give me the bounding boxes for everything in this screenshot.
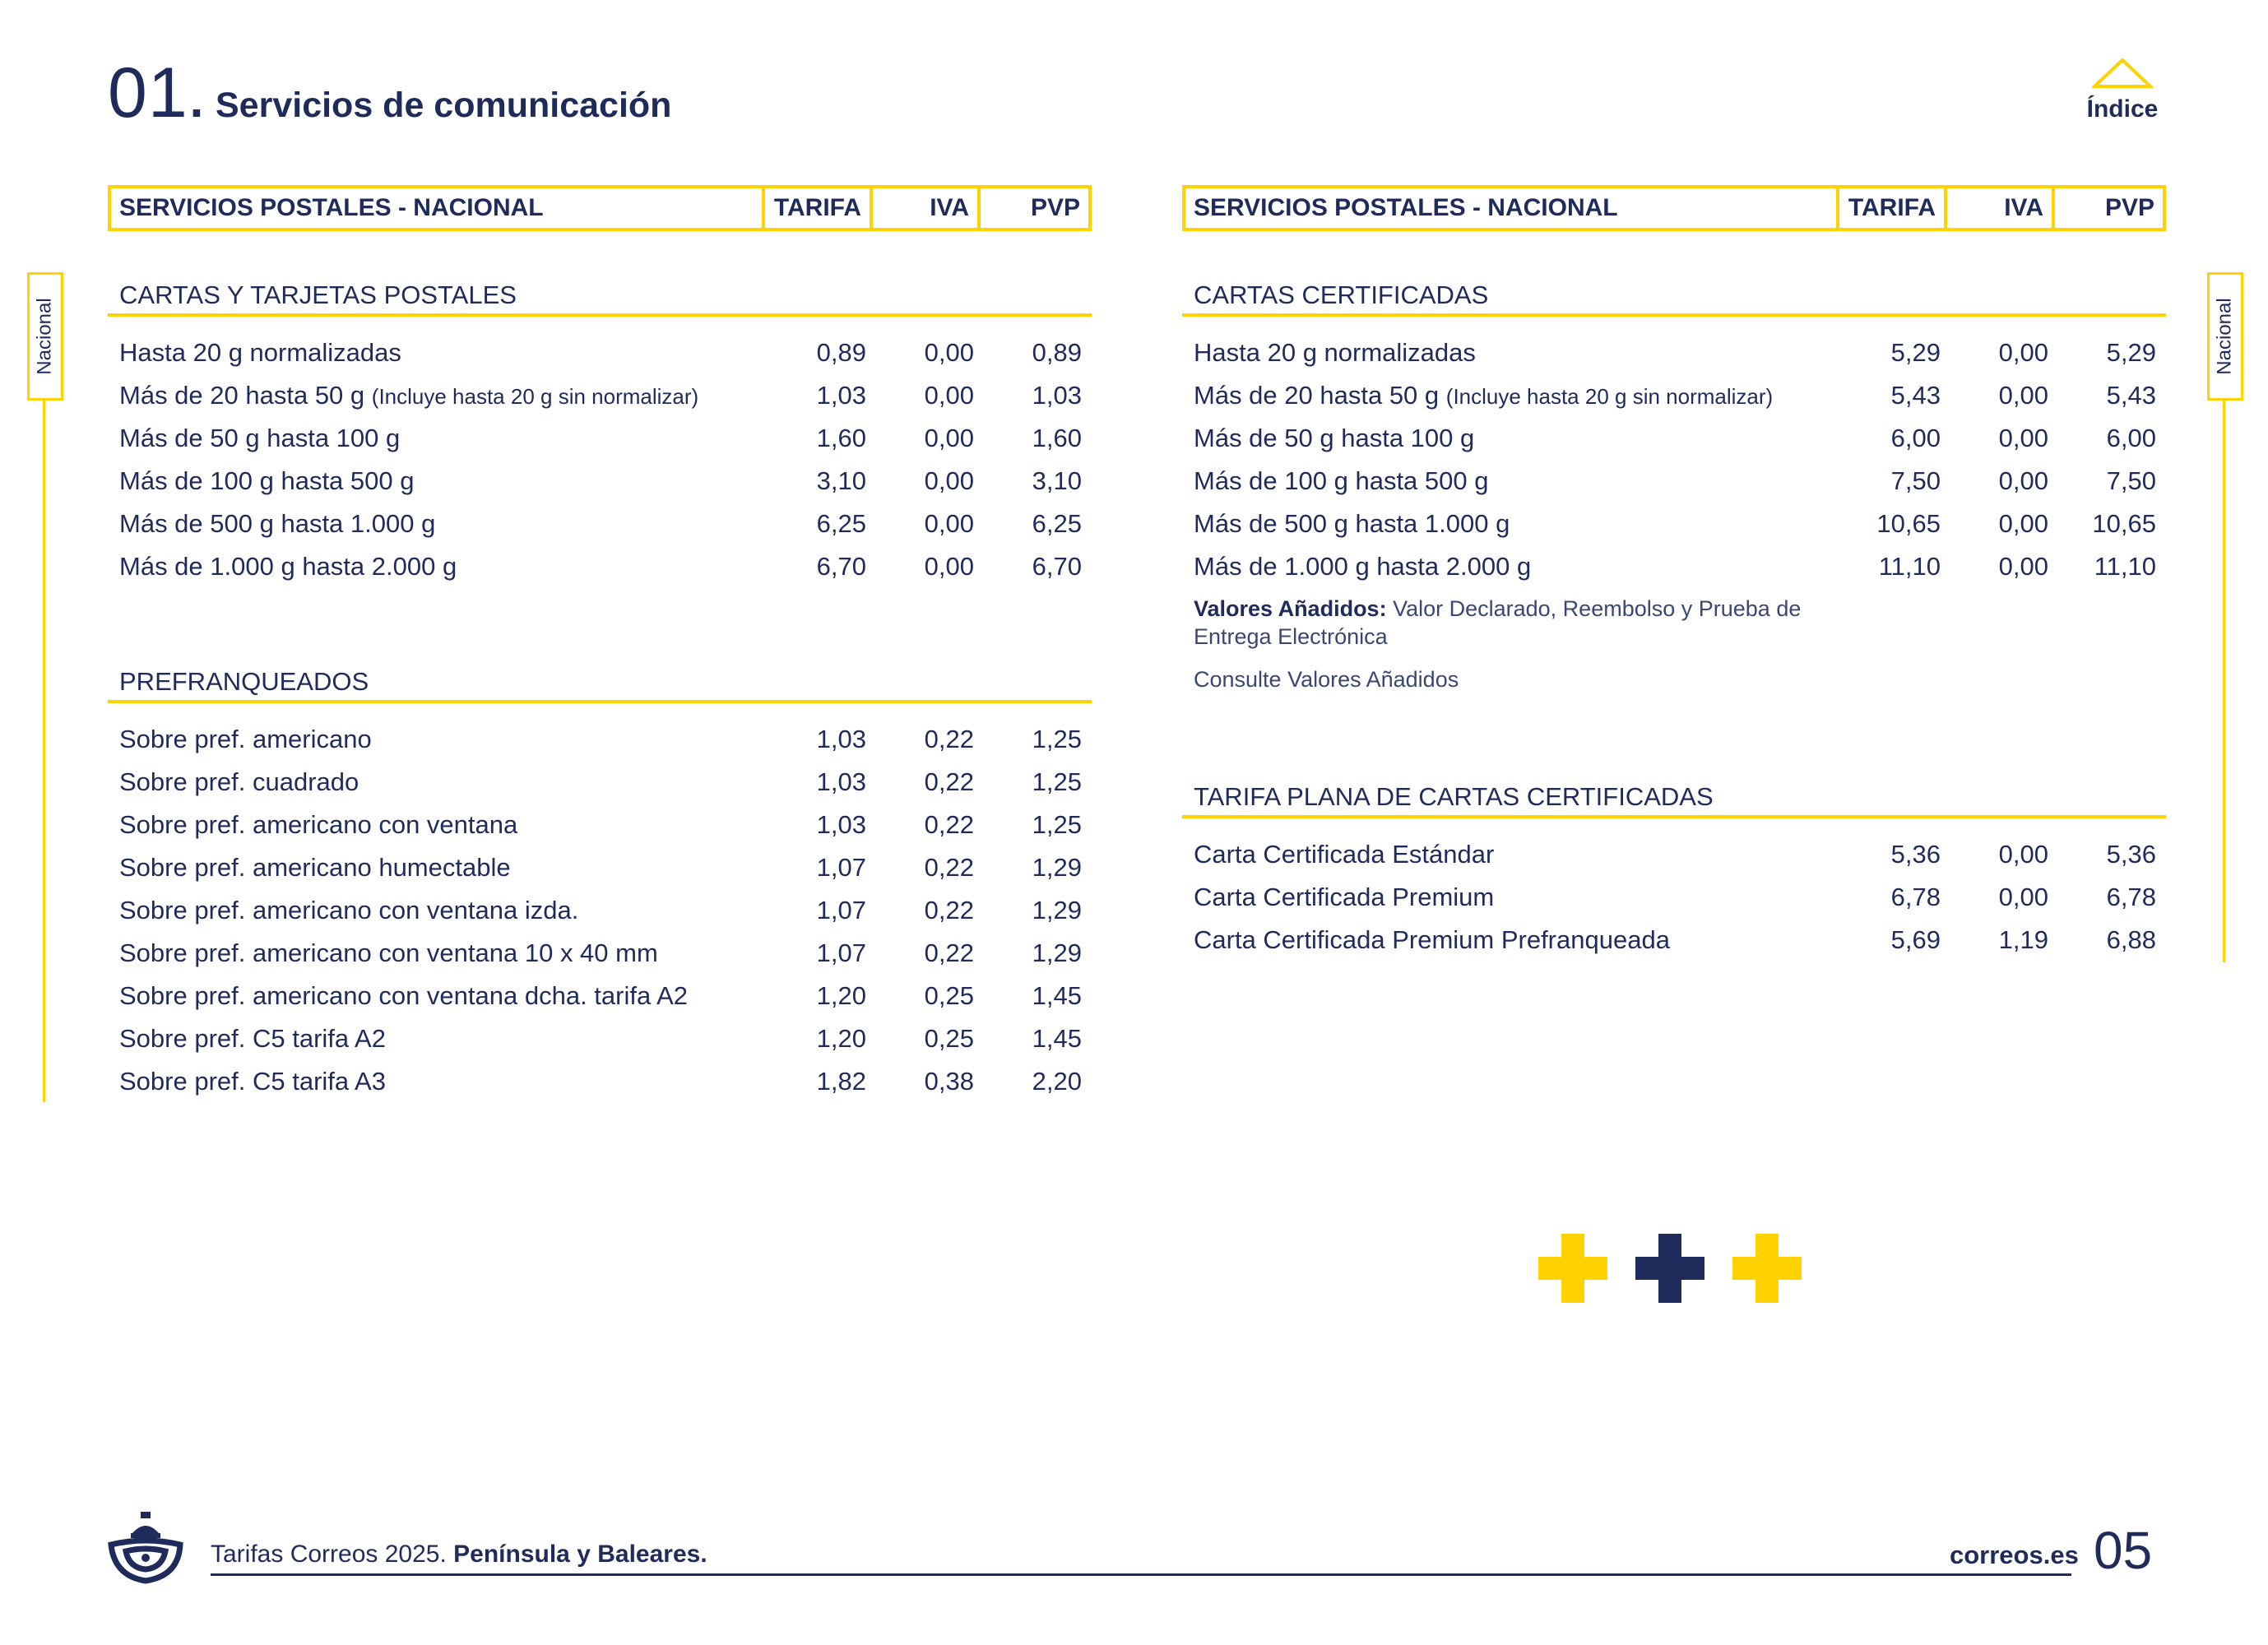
row-service-name [108, 981, 768, 1011]
valores-label: Valores Añadidos: [1194, 596, 1387, 621]
header-service: SERVICIOS POSTALES - NACIONAL [111, 188, 765, 228]
table-row [1182, 545, 2166, 588]
header-iva: IVA [1947, 188, 2055, 228]
row-service-name [1182, 883, 1843, 912]
row-tarifa: 6,25 [816, 509, 866, 538]
footer-doc-region: Península y Baleares. [453, 1541, 707, 1568]
row-iva: 0,00 [1998, 840, 2048, 869]
row-tarifa: 1,20 [816, 981, 866, 1010]
table-row [108, 975, 1092, 1017]
row-pvp: 6,70 [1032, 552, 1082, 581]
row-service-label: Más de 100 g hasta 500 g [119, 466, 415, 495]
valores-note [1182, 595, 1819, 651]
row-iva: 0,00 [1998, 552, 2048, 581]
row-tarifa: 1,82 [816, 1067, 866, 1096]
header-iva: IVA [873, 188, 981, 228]
row-pvp: 3,10 [1032, 466, 1082, 495]
row-pvp: 1,25 [1032, 810, 1082, 839]
side-tab-nacional-left[interactable] [27, 272, 63, 401]
row-iva: 0,22 [924, 725, 974, 753]
row-service-label: Hasta 20 g normalizadas [1194, 338, 1476, 367]
section-number: 01. [108, 53, 205, 132]
row-service-label: Sobre pref. C5 tarifa A3 [119, 1067, 386, 1096]
row-service-name [108, 810, 768, 840]
row-service-label: Sobre pref. C5 tarifa A2 [119, 1024, 386, 1053]
side-line-left [43, 398, 45, 1102]
row-iva: 0,22 [924, 938, 974, 967]
group-tarifa-plana [1182, 779, 2166, 962]
row-tarifa: 1,07 [816, 938, 866, 967]
footer-site-link[interactable]: correos.es [1950, 1541, 2079, 1569]
row-tarifa: 1,03 [816, 767, 866, 796]
row-tarifa: 1,07 [816, 896, 866, 924]
table-row [108, 932, 1092, 975]
row-service-name [1182, 381, 1843, 410]
row-pvp: 6,25 [1032, 509, 1082, 538]
row-tarifa: 5,29 [1890, 338, 1941, 367]
correos-logo-icon[interactable] [108, 1512, 183, 1584]
header-pvp: PVP [1030, 194, 1080, 221]
up-triangle-icon [2092, 58, 2153, 89]
group-cartas-tarjetas [108, 277, 1092, 588]
yellow-plus-icon [1538, 1234, 1607, 1303]
row-tarifa: 5,43 [1890, 381, 1941, 410]
row-iva: 0,25 [924, 1024, 974, 1053]
row-pvp: 0,89 [1032, 338, 1082, 367]
section-dot: . [189, 72, 205, 127]
row-note: (Incluye hasta 20 g sin normalizar) [371, 384, 699, 409]
index-label: Índice [2086, 95, 2159, 123]
row-iva: 0,22 [924, 853, 974, 882]
table-row [108, 331, 1092, 374]
row-tarifa: 6,00 [1890, 424, 1941, 452]
row-tarifa: 1,03 [816, 725, 866, 753]
row-service-label: Sobre pref. americano [119, 725, 372, 753]
blue-plus-icon [1635, 1234, 1704, 1303]
row-service-name [108, 466, 768, 496]
row-tarifa: 0,89 [816, 338, 866, 367]
table-row [108, 460, 1092, 503]
row-iva: 0,00 [924, 381, 974, 410]
row-tarifa: 7,50 [1890, 466, 1941, 495]
row-tarifa: 6,78 [1890, 883, 1941, 911]
footer-document-title [211, 1541, 707, 1569]
price-rows [1182, 833, 2166, 962]
side-tab-label: Nacional [2214, 298, 2237, 375]
table-row [1182, 503, 2166, 545]
row-tarifa: 5,36 [1890, 840, 1941, 869]
row-pvp: 1,60 [1032, 424, 1082, 452]
row-iva: 0,00 [1998, 509, 2048, 538]
row-iva: 0,00 [924, 424, 974, 452]
row-tarifa: 1,20 [816, 1024, 866, 1053]
valores-text: Valor Declarado, Reembolso y Prueba de Entrega Electrónica [1194, 596, 1802, 649]
row-note: (Incluye hasta 20 g sin normalizar) [1445, 384, 1774, 409]
row-iva: 0,00 [924, 466, 974, 495]
row-service-name [108, 1067, 768, 1096]
row-iva: 0,00 [1998, 338, 2048, 367]
row-pvp: 1,29 [1032, 938, 1082, 967]
row-service-label: Carta Certificada Premium [1194, 883, 1495, 911]
row-tarifa: 10,65 [1876, 509, 1941, 538]
group-title: PREFRANQUEADOS [108, 664, 1092, 703]
row-service-label: Sobre pref. americano con ventana [119, 810, 518, 839]
row-service-name [108, 938, 768, 968]
row-service-label: Sobre pref. cuadrado [119, 767, 359, 796]
footer-doc-prefix: Tarifas Correos 2025. [211, 1541, 447, 1568]
row-tarifa: 1,03 [816, 810, 866, 839]
table-row [108, 1060, 1092, 1103]
row-pvp: 1,45 [1032, 981, 1082, 1010]
row-iva: 0,00 [924, 509, 974, 538]
row-iva: 0,00 [1998, 883, 2048, 911]
row-pvp: 6,88 [2106, 925, 2156, 954]
table-header [1182, 185, 2166, 231]
table-row [108, 545, 1092, 588]
row-service-label: Carta Certificada Estándar [1194, 840, 1495, 869]
header-service: SERVICIOS POSTALES - NACIONAL [1185, 188, 1839, 228]
row-service-label: Más de 20 hasta 50 g [1194, 381, 1440, 410]
row-tarifa: 1,60 [816, 424, 866, 452]
row-pvp: 11,10 [2094, 552, 2156, 581]
table-row [1182, 919, 2166, 962]
row-service-label: Sobre pref. americano con ventana 10 x 40 mm [119, 938, 658, 967]
side-tab-label: Nacional [34, 298, 57, 375]
yellow-plus-icon [1732, 1234, 1802, 1303]
row-pvp: 1,45 [1032, 1024, 1082, 1053]
row-service-label: Más de 500 g hasta 1.000 g [1194, 509, 1510, 538]
row-pvp: 6,78 [2106, 883, 2156, 911]
row-service-label: Más de 1.000 g hasta 2.000 g [1194, 552, 1532, 581]
row-pvp: 6,00 [2106, 424, 2156, 452]
row-iva: 0,00 [1998, 381, 2048, 410]
row-service-label: Más de 50 g hasta 100 g [119, 424, 401, 452]
right-price-column [1182, 185, 2166, 954]
row-service-name [108, 1024, 768, 1054]
row-tarifa: 11,10 [1878, 552, 1941, 581]
row-service-name [1182, 509, 1843, 539]
header-tarifa: TARIFA [1839, 188, 1947, 228]
table-row [108, 417, 1092, 460]
row-service-label: Carta Certificada Premium Prefranqueada [1194, 925, 1670, 954]
row-iva: 0,22 [924, 896, 974, 924]
table-header [108, 185, 1092, 231]
row-pvp: 5,36 [2106, 840, 2156, 869]
page-title: Servicios de comunicación [216, 86, 672, 125]
row-pvp: 1,25 [1032, 767, 1082, 796]
row-service-label: Sobre pref. americano con ventana izda. [119, 896, 579, 924]
page-number: 05 [2094, 1521, 2153, 1580]
row-service-label: Más de 100 g hasta 500 g [1194, 466, 1489, 495]
row-service-label: Sobre pref. americano con ventana dcha. tarifa A2 [119, 981, 689, 1010]
row-pvp: 5,43 [2106, 381, 2156, 410]
row-pvp: 5,29 [2106, 338, 2156, 367]
table-row [108, 1017, 1092, 1060]
group-title: CARTAS CERTIFICADAS [1182, 277, 2166, 317]
row-service-name [1182, 925, 1843, 955]
row-iva: 0,25 [924, 981, 974, 1010]
row-pvp: 1,29 [1032, 896, 1082, 924]
table-row [108, 503, 1092, 545]
row-service-name [108, 896, 768, 925]
row-iva: 0,00 [1998, 424, 2048, 452]
header-tarifa: TARIFA [765, 188, 873, 228]
row-tarifa: 3,10 [816, 466, 866, 495]
row-service-name [1182, 424, 1843, 453]
row-iva: 0,22 [924, 767, 974, 796]
price-rows [108, 331, 1092, 588]
row-pvp: 1,03 [1032, 381, 1082, 410]
group-prefranqueados [108, 664, 1092, 1103]
row-service-name [108, 552, 768, 582]
footer-divider [211, 1573, 2071, 1576]
table-row [108, 889, 1092, 932]
row-service-name [108, 853, 768, 883]
price-rows [108, 718, 1092, 1103]
table-row [108, 761, 1092, 804]
row-iva: 1,19 [1998, 925, 2048, 954]
row-iva: 0,00 [1998, 466, 2048, 495]
left-price-column [108, 185, 1092, 1096]
side-tab-nacional-right[interactable] [2207, 272, 2243, 401]
row-service-name [108, 338, 768, 368]
price-rows [1182, 331, 2166, 588]
row-service-name [108, 767, 768, 797]
row-tarifa: 1,07 [816, 853, 866, 882]
side-line-right [2223, 398, 2225, 962]
consulte-link[interactable]: Consulte Valores Añadidos [1194, 667, 1459, 692]
row-iva: 0,00 [924, 338, 974, 367]
group-title: CARTAS Y TARJETAS POSTALES [108, 277, 1092, 317]
row-pvp: 7,50 [2106, 466, 2156, 495]
group-cartas-certificadas [1182, 277, 2166, 693]
row-tarifa: 6,70 [816, 552, 866, 581]
row-service-label: Hasta 20 g normalizadas [119, 338, 401, 367]
row-service-name [1182, 338, 1843, 368]
row-iva: 0,38 [924, 1067, 974, 1096]
table-row [1182, 374, 2166, 417]
row-iva: 0,22 [924, 810, 974, 839]
table-row [1182, 331, 2166, 374]
row-service-name [1182, 552, 1843, 582]
table-row [108, 846, 1092, 889]
row-service-label: Más de 20 hasta 50 g [119, 381, 365, 410]
row-iva: 0,00 [924, 552, 974, 581]
table-row [1182, 417, 2166, 460]
row-service-label: Más de 50 g hasta 100 g [1194, 424, 1475, 452]
header-pvp: PVP [2104, 194, 2154, 221]
row-service-label: Sobre pref. americano humectable [119, 853, 511, 882]
row-service-name [1182, 840, 1843, 869]
row-service-name [108, 725, 768, 754]
row-service-label: Más de 500 g hasta 1.000 g [119, 509, 436, 538]
table-row [1182, 833, 2166, 876]
table-row [1182, 876, 2166, 919]
row-service-label: Más de 1.000 g hasta 2.000 g [119, 552, 457, 581]
group-title: TARIFA PLANA DE CARTAS CERTIFICADAS [1182, 779, 2166, 818]
row-service-name [108, 424, 768, 453]
row-pvp: 10,65 [2092, 509, 2156, 538]
table-row [1182, 460, 2166, 503]
row-service-name [108, 509, 768, 539]
table-row [108, 374, 1092, 417]
row-pvp: 1,29 [1032, 853, 1082, 882]
index-link[interactable] [2073, 58, 2172, 123]
row-tarifa: 5,69 [1890, 925, 1941, 954]
row-service-name [108, 381, 768, 410]
table-row [108, 718, 1092, 761]
row-pvp: 1,25 [1032, 725, 1082, 753]
row-service-name [1182, 466, 1843, 496]
table-row [108, 804, 1092, 846]
row-tarifa: 1,03 [816, 381, 866, 410]
row-pvp: 2,20 [1032, 1067, 1082, 1096]
